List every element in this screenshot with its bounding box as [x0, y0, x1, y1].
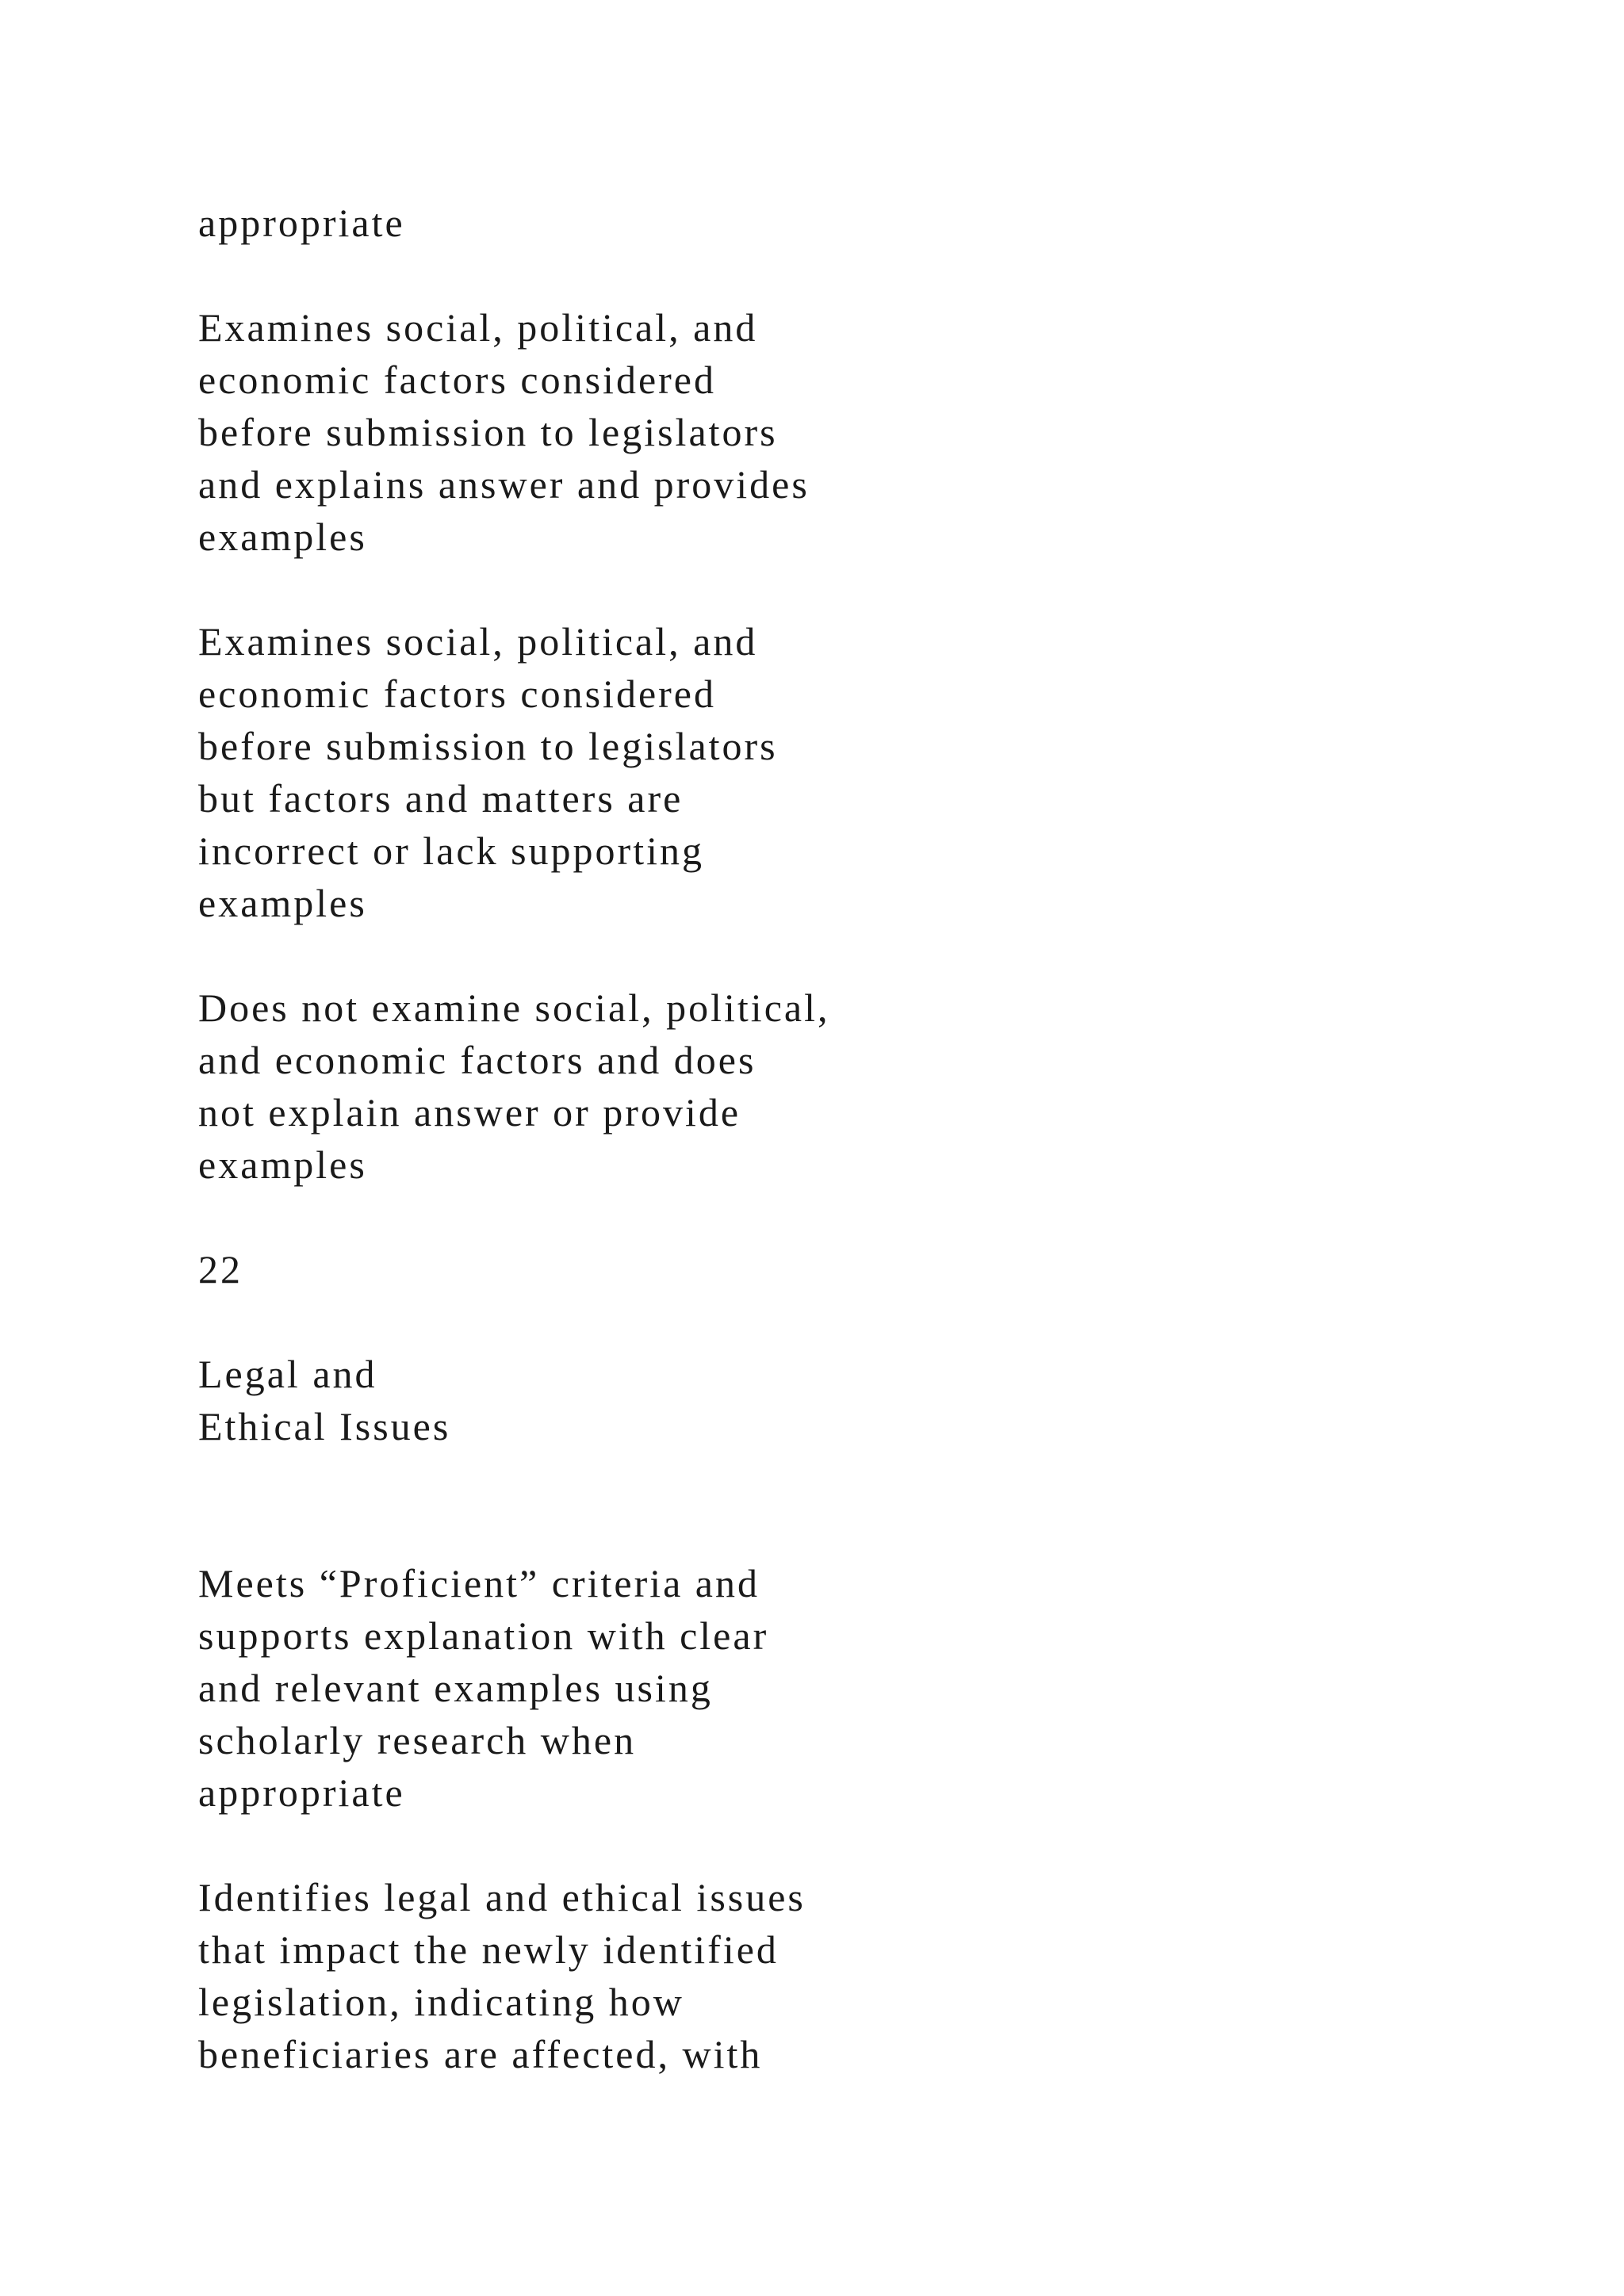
paragraph-below-basic-social-factors: Does not examine social, political, and economic factors and does not explain answer or provide examples: [198, 985, 830, 1187]
paragraph-proficient-legal-ethical: Identifies legal and ethical issues that impact the newly identified legislation, indicating how beneficiaries are affected, with: [198, 1875, 806, 2076]
points-value: 22: [198, 1247, 243, 1292]
paragraph-basic-social-factors: Examines social, political, and economic factors considered before submission to legislators but factors and matters are incorrect or lack supporting examples: [198, 619, 778, 925]
paragraph-appropriate: appropriate: [198, 201, 405, 245]
criterion-title: Legal and Ethical Issues: [198, 1352, 451, 1448]
paragraph-proficient-social-factors: Examines social, political, and economic factors considered before submission to legislators and explains answer and provides examples: [198, 305, 810, 559]
paragraph-exemplary-legal-ethical: Meets “Proficient” criteria and supports explanation with clear and relevant examples using scholarly research when appropriate: [198, 1561, 769, 1815]
